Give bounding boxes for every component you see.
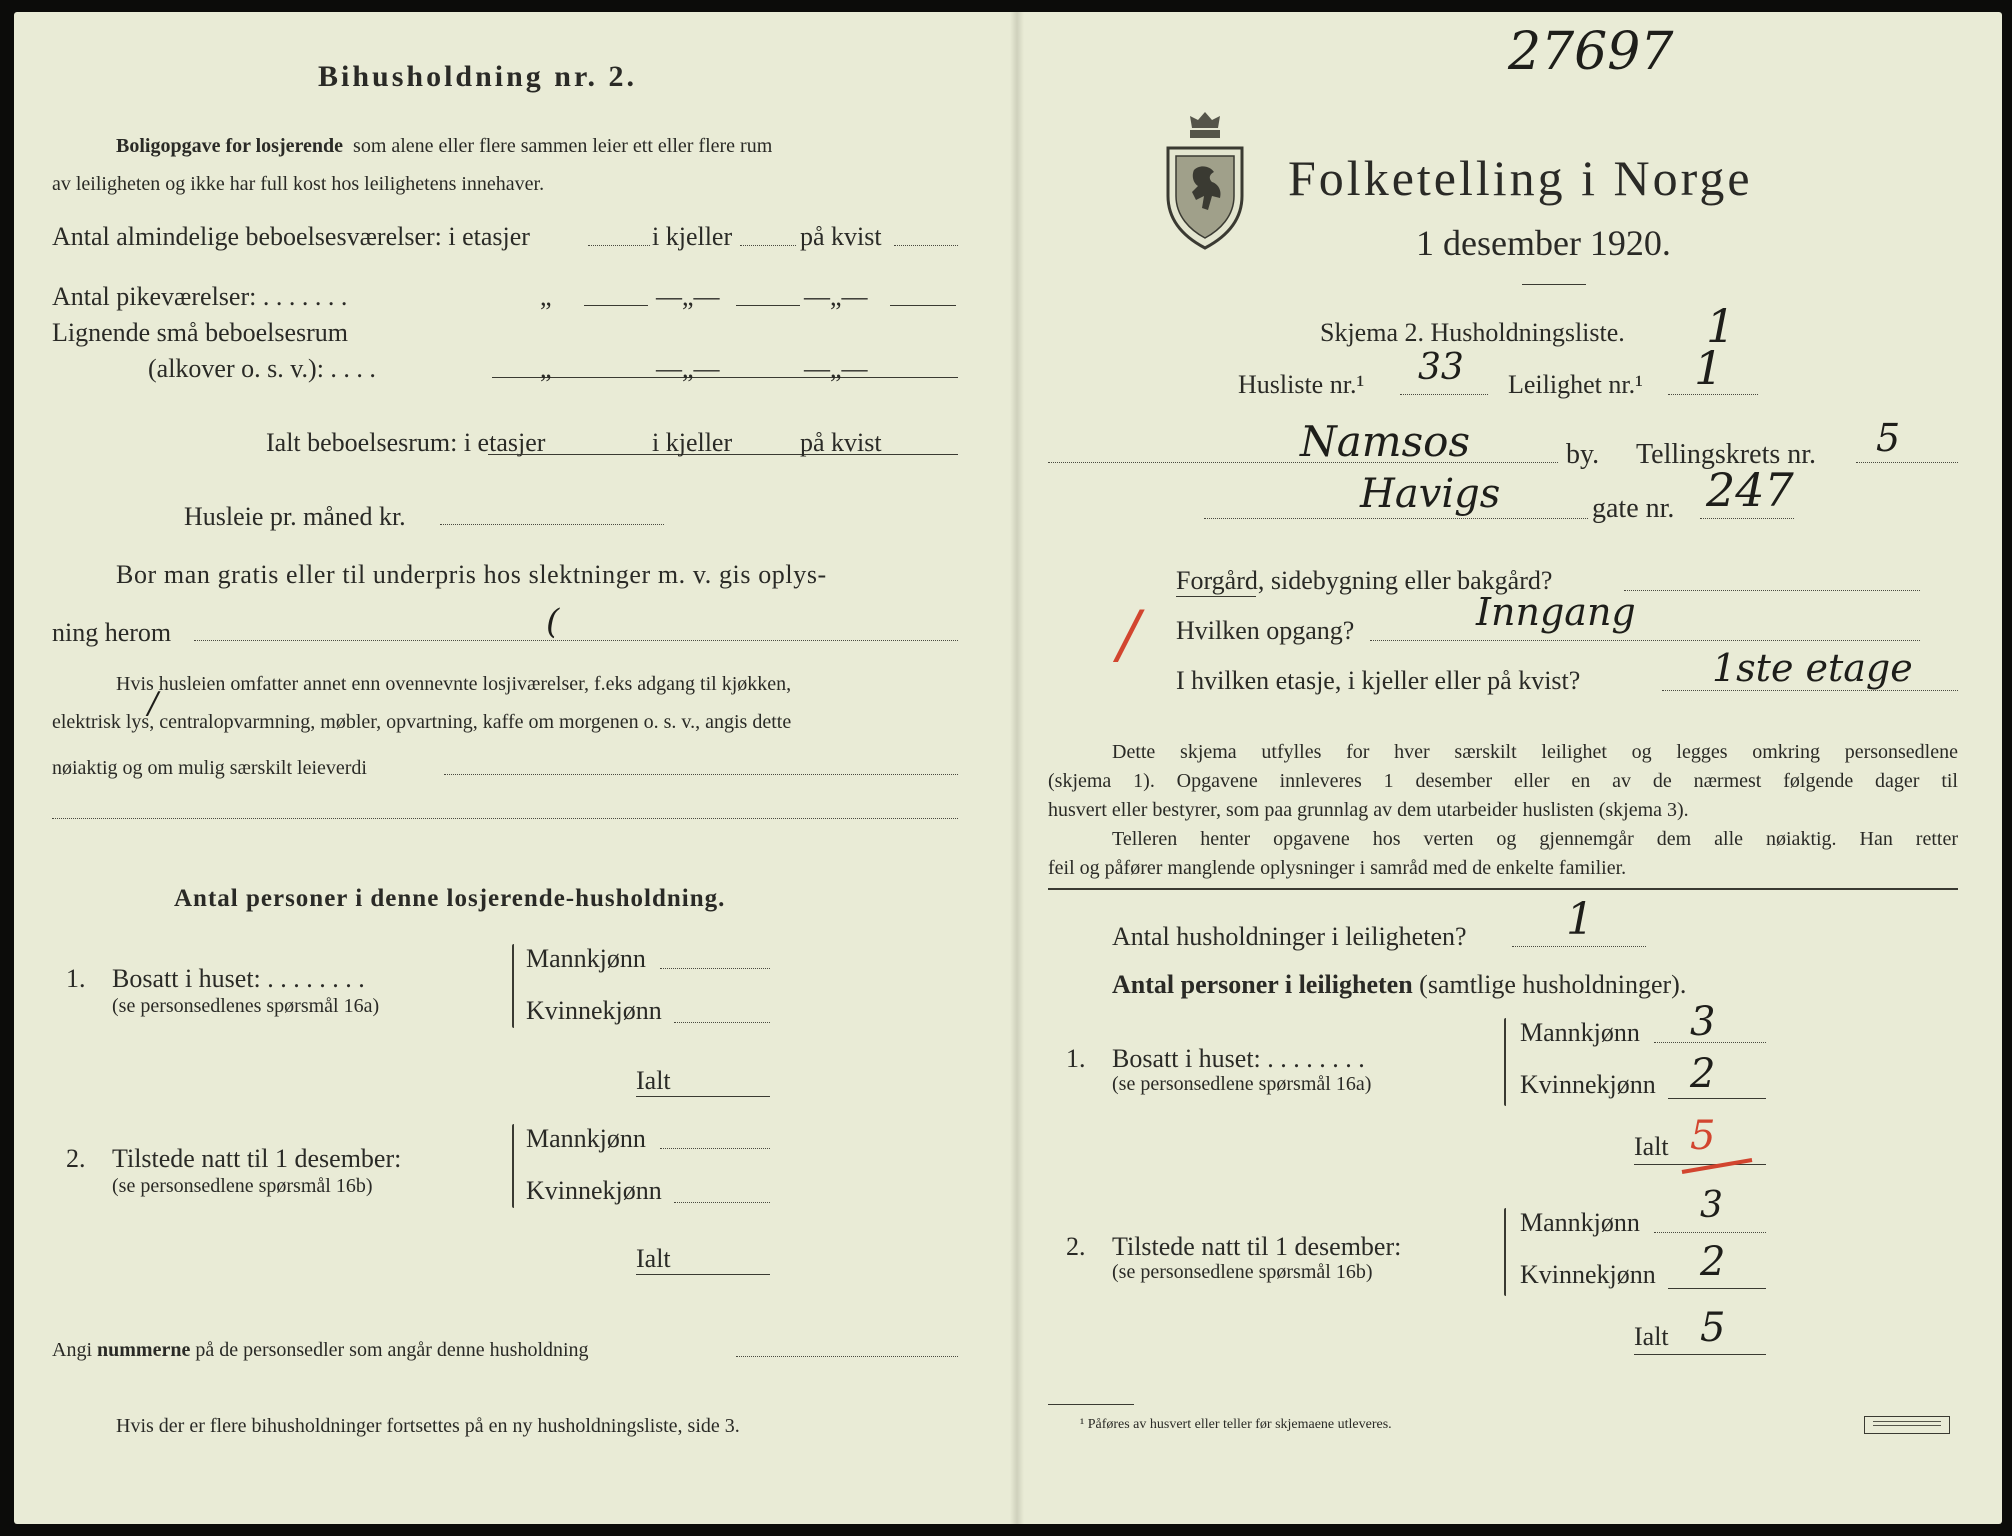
gate-nr-field[interactable]: [1700, 518, 1794, 519]
main-title: Folketelling i Norge: [1288, 150, 1753, 206]
intro-line-1: [116, 134, 772, 158]
husliste-field[interactable]: [1400, 394, 1488, 395]
info-divider: [1048, 888, 1958, 890]
right-q2-mann-label: Mannkjønn: [1520, 1208, 1640, 1237]
left-q1-ialt-label: Ialt: [636, 1066, 671, 1095]
right-q2-kvinne-handwritten: 2: [1700, 1239, 1726, 1285]
title-rule: [1522, 284, 1586, 285]
gate-field[interactable]: [1204, 518, 1588, 519]
pike-kvist-field[interactable]: [890, 305, 956, 306]
ditto-dash: —„—: [804, 354, 868, 383]
right-q1-mann-label: Mannkjønn: [1520, 1018, 1640, 1047]
info-line-5: feil og påfører manglende oplysninger i samråd med de enkelte familier.: [1048, 857, 1627, 879]
forgard-field[interactable]: [1624, 590, 1920, 591]
gate-label: gate nr.: [1592, 493, 1675, 524]
hvis-handwritten-mark: /: [148, 686, 159, 721]
info-line-3: husvert eller bestyrer, som paa grunnlag av dem utarbeider huslisten (skjema 3).: [1048, 799, 1689, 821]
skjema-label: Skjema 2. Husholdningsliste.: [1320, 318, 1625, 347]
main-date: 1 desember 1920.: [1416, 223, 1671, 263]
forgard-underline-mark: [1176, 596, 1256, 597]
angi-pre: Angi: [52, 1339, 92, 1361]
ditto-dash: —„—: [656, 282, 720, 311]
footnote: ¹ Påføres av husvert eller teller før skjemaene utleveres.: [1080, 1417, 1392, 1432]
husleie-label: Husleie pr. måned kr.: [184, 502, 406, 531]
leieverdi-field-2[interactable]: [52, 818, 958, 819]
skjema-handwritten: 1: [1706, 299, 1736, 353]
pike-kjeller-field[interactable]: [736, 305, 800, 306]
left-q1-brace: [512, 944, 514, 1028]
left-q1-number: 1.: [66, 964, 86, 993]
antal-personer-heading: [1112, 970, 1686, 1000]
husliste-label: Husliste nr.¹: [1238, 370, 1365, 399]
etasje-handwritten: 1ste etage: [1712, 646, 1913, 690]
etasjer-field[interactable]: [588, 245, 650, 246]
lignende-field[interactable]: [492, 377, 958, 378]
opgang-handwritten: Inngang: [1476, 590, 1636, 634]
angi-field[interactable]: [736, 1356, 958, 1357]
left-q2-number: 2.: [66, 1144, 86, 1173]
intro-line-2: av leiligheten og ikke har full kost hos leilighetens innehaver.: [52, 173, 545, 195]
right-q2-mann-field[interactable]: [1654, 1232, 1766, 1233]
printer-stamp-icon: [1864, 1416, 1950, 1434]
left-q2-brace: [512, 1124, 514, 1208]
leilighet-label: Leilighet nr.¹: [1508, 370, 1643, 399]
antal-husholdninger-field[interactable]: [1512, 946, 1646, 947]
left-q2-kvinne-label: Kvinnekjønn: [526, 1176, 662, 1205]
page-fold: [1010, 12, 1024, 1524]
tellingskrets-handwritten: 5: [1876, 416, 1901, 460]
husleie-field[interactable]: [440, 524, 664, 525]
right-q2-kvinne-label: Kvinnekjønn: [1520, 1260, 1656, 1289]
right-q2-number: 2.: [1066, 1232, 1086, 1261]
etasje-question: I hvilken etasje, i kjeller eller på kvist?: [1176, 666, 1581, 695]
forgard-question: Forgård, sidebygning eller bakgård?: [1176, 566, 1553, 595]
ditto-dash: —„—: [656, 354, 720, 383]
info-line-1: Dette skjema utfylles for hver særskilt leilighet og legges omkring personsedlene: [1112, 741, 1958, 763]
leilighet-handwritten: 1: [1694, 341, 1724, 395]
right-q1-label: Bosatt i huset: . . . . . . . .: [1112, 1044, 1365, 1073]
opgang-question: Hvilken opgang?: [1176, 616, 1355, 645]
left-q1-kvinne-field[interactable]: [674, 1022, 770, 1023]
left-footer: Hvis der er flere bihusholdninger fortsettes på en ny husholdningsliste, side 3.: [116, 1415, 740, 1437]
row-lignende-1: Lignende små beboelsesrum: [52, 318, 349, 347]
left-q1-ialt-field[interactable]: [636, 1096, 770, 1097]
antal-personer-bold: Antal personer i leiligheten: [1112, 970, 1413, 999]
info-line-2: (skjema 1). Opgavene innleveres 1 desember eller en av de nærmest følgende dager til: [1048, 770, 1958, 792]
red-strike-icon: [1680, 1156, 1760, 1176]
by-handwritten: Namsos: [1300, 417, 1471, 466]
row-lignende-2: (alkover o. s. v.): . . . .: [148, 354, 376, 383]
bor-line-2: ning herom: [52, 618, 172, 647]
right-q2-kvinne-field[interactable]: [1668, 1288, 1766, 1289]
left-q2-sub: (se personsedlene spørsmål 16b): [112, 1175, 373, 1197]
left-q2-ialt-label: Ialt: [636, 1244, 671, 1273]
left-q2-kvinne-field[interactable]: [674, 1202, 770, 1203]
right-q1-number: 1.: [1066, 1044, 1086, 1073]
bor-line-1: Bor man gratis eller til underpris hos slektninger m. v. gis oplys-: [116, 560, 827, 589]
left-q2-label: Tilstede natt til 1 desember:: [112, 1144, 402, 1173]
gate-nr-handwritten: 247: [1706, 463, 1794, 517]
antal-husholdninger-question: Antal husholdninger i leiligheten?: [1112, 922, 1467, 951]
row-pikevaerelser: Antal pikeværelser: . . . . . . .: [52, 282, 348, 311]
right-q1-mann-handwritten: 3: [1690, 999, 1716, 1045]
right-q2-ialt-handwritten: 5: [1700, 1305, 1726, 1351]
angi-line: [52, 1338, 589, 1362]
antal-husholdninger-handwritten: 1: [1566, 894, 1594, 945]
left-q1-mann-label: Mannkjønn: [526, 944, 646, 973]
info-paragraph: [1048, 738, 1958, 883]
right-q1-ialt-label: Ialt: [1634, 1132, 1669, 1161]
hvis-line-1: Hvis husleien omfatter annet enn ovennevnte losjiværelser, f.eks adgang til kjøkken,: [116, 673, 792, 695]
info-line-4: Telleren henter opgavene hos verten og gjennemgår dem alle nøiaktig. Han retter: [1112, 828, 1958, 850]
left-q1-label: Bosatt i huset: . . . . . . . .: [112, 964, 365, 993]
by-label: by.: [1566, 439, 1600, 470]
left-q1-kvinne-label: Kvinnekjønn: [526, 996, 662, 1025]
left-q2-mann-label: Mannkjønn: [526, 1124, 646, 1153]
row-antal-almindelige: Antal almindelige beboelsesværelser: i etasjer: [52, 222, 530, 251]
hvis-line-3: nøiaktig og om mulig særskilt leieverdi: [52, 757, 367, 779]
right-q1-brace: [1504, 1018, 1506, 1106]
etasje-field[interactable]: [1662, 690, 1958, 691]
left-q2-ialt-field[interactable]: [636, 1274, 770, 1275]
norway-coat-of-arms-icon: [1160, 108, 1250, 254]
tellingskrets-label: Tellingskrets nr.: [1636, 439, 1817, 470]
right-q1-sub: (se personsedlene spørsmål 16a): [1112, 1073, 1372, 1095]
husliste-handwritten: 33: [1418, 347, 1464, 388]
right-q1-kvinne-field[interactable]: [1668, 1098, 1766, 1099]
right-q2-brace: [1504, 1208, 1506, 1296]
archive-number: 27697: [1508, 22, 1674, 82]
intro-bold: Boligopgave for losjerende: [116, 135, 344, 157]
hvis-line-2: elektrisk lys, centralopvarmning, møbler, opvartning, kaffe om morgenen o. s. v., angis dette: [52, 711, 792, 733]
right-q2-ialt-label: Ialt: [1634, 1322, 1669, 1351]
i-kjeller-label: i kjeller: [652, 428, 733, 457]
right-q1-kvinne-label: Kvinnekjønn: [1520, 1070, 1656, 1099]
kvist-field[interactable]: [894, 245, 958, 246]
right-q1-ialt-handwritten: 5: [1690, 1113, 1716, 1159]
left-persons-title: Antal personer i denne losjerende-husholdning.: [174, 885, 726, 912]
angi-bold: nummerne: [97, 1339, 191, 1361]
paa-kvist-label: på kvist: [800, 428, 882, 457]
bor-field[interactable]: [194, 640, 958, 641]
angi-post: på de personsedler som angår denne husholdning: [195, 1339, 589, 1361]
tellingskrets-field[interactable]: [1856, 462, 1958, 463]
antal-personer-rest: (samtlige husholdninger).: [1419, 970, 1687, 999]
left-q1-mann-field[interactable]: [660, 968, 770, 969]
left-title: Bihusholdning nr. 2.: [318, 60, 638, 93]
right-q2-sub: (se personsedlene spørsmål 16b): [1112, 1261, 1373, 1283]
right-q2-ialt-field[interactable]: [1634, 1354, 1766, 1355]
right-q1-kvinne-handwritten: 2: [1690, 1051, 1716, 1097]
pike-etasjer-field[interactable]: [584, 305, 648, 306]
leieverdi-field-1[interactable]: [444, 774, 958, 775]
ditto-mark: „: [540, 282, 552, 311]
i-kjeller-label: i kjeller: [652, 222, 733, 251]
kjeller-field[interactable]: [740, 245, 796, 246]
row-ialt-beboelsesrum: Ialt beboelsesrum: i etasjer: [266, 428, 546, 457]
footnote-rule: [1048, 1404, 1134, 1405]
bor-handwritten-mark: (: [546, 602, 560, 642]
red-pencil-mark: /: [1118, 598, 1140, 672]
intro-rest-1: som alene eller flere sammen leier ett eller flere rum: [353, 135, 773, 157]
right-q2-label: Tilstede natt til 1 desember:: [1112, 1232, 1402, 1261]
paa-kvist-label: på kvist: [800, 222, 882, 251]
gate-handwritten: Havigs: [1360, 471, 1501, 517]
ditto-dash: —„—: [804, 282, 868, 311]
right-q2-mann-handwritten: 3: [1700, 1185, 1723, 1226]
left-q2-mann-field[interactable]: [660, 1148, 770, 1149]
left-q1-sub: (se personsedlenes spørsmål 16a): [112, 995, 380, 1017]
ditto-mark: „: [540, 354, 552, 383]
opgang-field[interactable]: [1370, 640, 1920, 641]
